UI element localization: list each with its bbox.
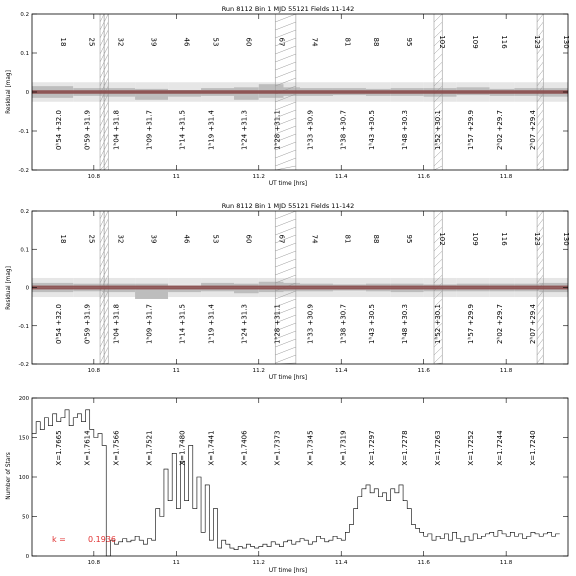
y-tick-label: 0: [25, 90, 29, 96]
sky-coordinate-label: 0ʰ54 +32.0: [54, 304, 63, 344]
field-number-label: 67: [277, 37, 286, 47]
airmass-label: X=1.7278: [401, 430, 410, 466]
sky-coordinate-label: 1ʰ38 +30.7: [339, 304, 348, 344]
field-number-label: 88: [372, 234, 381, 244]
error-band-inner: [102, 88, 135, 97]
error-band-inner: [391, 284, 424, 292]
airmass-label: X=1.7566: [112, 430, 121, 466]
error-band-inner: [366, 89, 391, 96]
field-number-label: 130: [561, 35, 570, 49]
airmass-label: X=1.7297: [368, 430, 377, 466]
x-tick-label: 11: [172, 560, 180, 566]
y-tick-label: -0.2: [18, 168, 29, 174]
sky-coordinate-label: 1ʰ24 +31.3: [240, 110, 249, 150]
sky-coordinate-label: 1ʰ43 +30.5: [368, 304, 377, 344]
airmass-label: X=1.7441: [207, 430, 216, 466]
field-number-label: 25: [87, 234, 96, 244]
field-number-label: 32: [116, 37, 125, 47]
field-number-label: 102: [438, 232, 447, 246]
x-tick-label: 11.4: [334, 174, 348, 180]
error-band-inner: [201, 283, 234, 291]
y-tick-label: 0.1: [20, 51, 29, 57]
sky-coordinate-label: 1ʰ04 +31.8: [112, 110, 121, 150]
sky-coordinate-label: 1ʰ43 +30.5: [368, 110, 377, 150]
x-tick-label: 11.8: [499, 174, 513, 180]
y-tick-label: 0.1: [20, 247, 29, 254]
y-tick-label: 150: [18, 435, 29, 442]
sky-coordinate-label: 1ʰ09 +31.7: [145, 110, 154, 150]
sky-coordinate-label: 1ʰ33 +30.9: [306, 110, 315, 150]
airmass-label: X=1.7406: [240, 430, 249, 466]
sky-coordinate-label: 2ʰ02 +29.7: [496, 304, 505, 344]
y-tick-label: 0.2: [20, 12, 29, 18]
sky-coordinate-label: 1ʰ38 +30.7: [339, 110, 348, 150]
k-value: 0.1936: [88, 535, 116, 544]
field-number-label: 39: [149, 234, 158, 244]
sky-coordinate-label: 1ʰ48 +30.3: [401, 110, 410, 150]
error-band-inner: [424, 284, 457, 291]
x-tick-label: 11.6: [417, 560, 430, 566]
error-band-inner: [424, 88, 457, 97]
field-number-label: 102: [438, 35, 447, 49]
field-number-label: 67: [277, 234, 286, 244]
y-tick-label: 200: [18, 396, 29, 402]
error-band-inner: [284, 283, 300, 291]
sky-coordinate-label: 1ʰ09 +31.7: [145, 304, 154, 344]
sky-coordinate-label: 1ʰ14 +31.5: [178, 110, 187, 150]
field-number-label: 95: [405, 37, 414, 47]
airmass-label: X=1.7480: [178, 430, 187, 466]
field-number-label: 130: [561, 232, 570, 246]
x-tick-label: 11.2: [252, 368, 266, 374]
y-tick-label: -0.1: [18, 129, 29, 135]
field-number-label: 81: [343, 234, 352, 244]
sky-coordinate-label: 1ʰ57 +29.9: [467, 110, 476, 150]
field-number-label: 53: [211, 37, 220, 47]
field-number-label: 32: [116, 234, 125, 244]
y-axis-title: Residual [mag]: [6, 266, 12, 310]
sky-coordinate-label: 1ʰ33 +30.9: [306, 304, 315, 344]
sky-coordinate-label: 0ʰ54 +32.0: [54, 110, 63, 150]
error-band-inner: [490, 89, 515, 96]
airmass-label: X=1.7373: [273, 430, 282, 466]
field-number-label: 123: [533, 232, 542, 246]
y-tick-label: 0: [25, 554, 29, 560]
field-number-label: 60: [244, 37, 253, 47]
sky-coordinate-label: 1ʰ24 +31.3: [240, 304, 249, 344]
sky-coordinate-label: 1ʰ48 +30.3: [401, 304, 410, 344]
field-number-label: 109: [471, 35, 480, 49]
field-number-label: 46: [182, 37, 191, 47]
x-tick-label: 11.2: [252, 560, 266, 566]
field-number-label: 18: [58, 37, 67, 47]
sky-coordinate-label: 0ʰ59 +31.9: [83, 304, 92, 344]
field-number-label: 74: [310, 37, 319, 47]
x-tick-label: 11.8: [499, 368, 513, 374]
airmass-label: X=1.7521: [145, 430, 154, 466]
panel-title: Run 8112 Bin 1 MJD 55121 Fields 11-142: [221, 202, 355, 210]
y-tick-label: 100: [18, 475, 29, 481]
airmass-label: X=1.7252: [467, 430, 476, 466]
x-tick-label: 11.4: [334, 560, 348, 566]
sky-coordinate-label: 1ʰ14 +31.5: [178, 304, 187, 344]
airmass-label: X=1.7665: [54, 430, 63, 466]
k-label: k =: [52, 535, 66, 544]
sky-coordinate-label: 1ʰ19 +31.4: [207, 304, 216, 344]
y-axis-title: Number of Stars: [6, 452, 12, 500]
sky-coordinate-label: 1ʰ57 +29.9: [467, 304, 476, 344]
x-tick-label: 11.4: [334, 368, 348, 374]
error-band-inner: [284, 87, 300, 96]
sky-coordinate-label: 1ʰ19 +31.4: [207, 110, 216, 150]
error-band-inner: [333, 88, 366, 95]
x-tick-label: 11.6: [417, 368, 430, 374]
field-number-label: 46: [182, 234, 191, 244]
sky-coordinate-label: 1ʰ28 +31.1: [273, 304, 282, 344]
field-number-label: 25: [87, 37, 96, 47]
sky-coordinate-label: 1ʰ52 +30.1: [434, 304, 443, 344]
field-number-label: 60: [244, 234, 253, 244]
x-tick-label: 11.8: [499, 560, 513, 566]
sky-coordinate-label: 2ʰ07 +29.4: [529, 304, 538, 344]
x-tick-label: 10.8: [87, 368, 101, 374]
airmass-label: X=1.7345: [306, 430, 315, 466]
x-tick-label: 11: [172, 368, 180, 374]
airmass-label: X=1.7614: [83, 430, 92, 466]
field-number-label: 95: [405, 234, 414, 244]
y-tick-label: 50: [22, 514, 29, 521]
y-axis-title: Residual [mag]: [6, 70, 12, 114]
x-tick-label: 11.2: [252, 174, 266, 180]
airmass-label: X=1.7240: [529, 430, 538, 466]
field-number-label: 39: [149, 37, 158, 47]
x-tick-label: 10.8: [87, 174, 101, 180]
sky-coordinate-label: 2ʰ07 +29.4: [529, 110, 538, 150]
field-number-label: 116: [500, 232, 509, 246]
sky-coordinate-label: 2ʰ02 +29.7: [496, 110, 505, 150]
field-number-label: 74: [310, 234, 319, 244]
airmass-label: X=1.7319: [339, 430, 348, 466]
x-tick-label: 11: [172, 174, 180, 180]
y-tick-label: 0.2: [20, 209, 29, 215]
y-tick-label: 0: [25, 285, 29, 292]
sky-coordinate-label: 0ʰ59 +31.9: [83, 110, 92, 150]
field-number-label: 123: [533, 35, 542, 49]
field-number-label: 116: [500, 35, 509, 49]
x-axis-title: UT time [hrs]: [268, 568, 308, 574]
x-axis-title: UT time [hrs]: [268, 181, 308, 187]
field-number-label: 53: [211, 234, 220, 244]
x-tick-label: 10.8: [87, 560, 101, 566]
field-number-label: 109: [471, 232, 480, 246]
x-tick-label: 11.6: [417, 174, 430, 180]
y-tick-label: -0.2: [18, 362, 29, 368]
panel-title: Run 8112 Bin 1 MJD 55121 Fields 11-142: [221, 5, 355, 13]
airmass-label: X=1.7244: [496, 430, 505, 466]
field-number-label: 81: [343, 37, 352, 47]
y-tick-label: -0.1: [18, 323, 29, 330]
x-axis-title: UT time [hrs]: [268, 375, 308, 381]
airmass-label: X=1.7263: [434, 430, 443, 466]
sky-coordinate-label: 1ʰ52 +30.1: [434, 110, 443, 150]
sky-coordinate-label: 1ʰ28 +31.1: [273, 110, 282, 150]
field-number-label: 18: [58, 234, 67, 244]
field-number-label: 88: [372, 37, 381, 47]
sky-coordinate-label: 1ʰ04 +31.8: [112, 304, 121, 344]
